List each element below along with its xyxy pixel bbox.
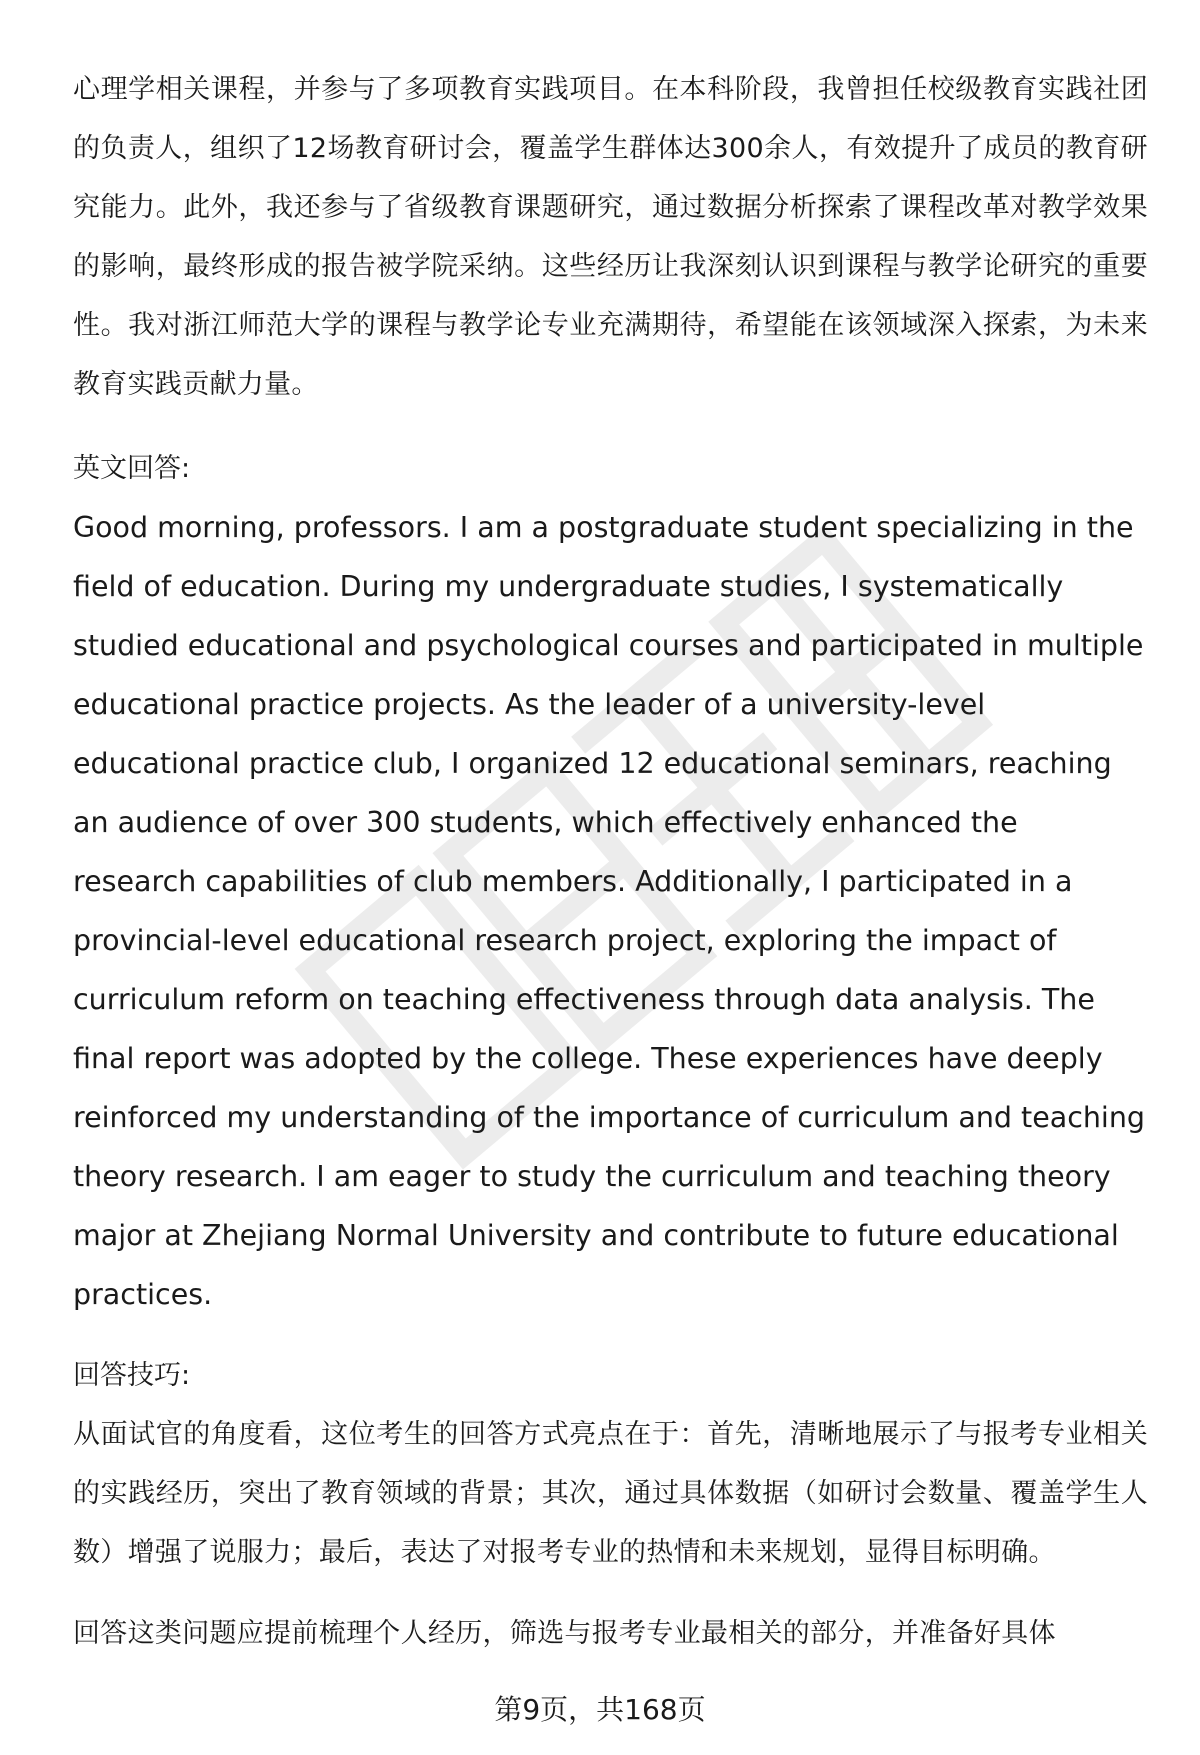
tips-paragraph: 从面试官的角度看，这位考生的回答方式亮点在于：首先，清晰地展示了与报考专业相关的实践经历，突出了教育领域的背景；其次，通过具体数据（如研讨会数量、覆盖学生人数）增强了说服力；最后，表达了对报考专业的热情和未来规划，显得目标明确。 xyxy=(73,1419,1148,1568)
intro-paragraph: 心理学相关课程，并参与了多项教育实践项目。在本科阶段，我曾担任校级教育实践社团的负责人，组织了12场教育研讨会，覆盖学生群体达300余人，有效提升了成员的教育研究能力。此外，我还参与了省级教育课题研究，通过数据分析探索了课程改革对教学效果的影响，最终形成的报告被学院采纳。这些经历让我深刻认识到课程与教学论研究的重要性。我对浙江师范大学的课程与教学论专业充满期待，希望能在该领域深入探索，为未来教育实践贡献力量。 xyxy=(73,74,1148,400)
english-answer-paragraph: Good morning, professors. I am a postgraduate student specializing in the field of education. During my undergraduate studies, I systematically studied educational and psychological courses and participated in multiple educational practice projects. As the leader of a university-level educational practice club, I organized 12 educational seminars, reaching an audience of over 300 students, which effectively enhanced the research capabilities of club members. Additionally, I participated in a provincial-level educational research project, exploring the impact of curriculum reform on teaching effectiveness through data analysis. The final report was adopted by the college. These experiences have deeply reinforced my understanding of the importance of curriculum and teaching theory research. I am eager to study the curriculum and teaching theory major at Zhejiang Normal University and contribute to future educational practices. xyxy=(73,511,1146,1311)
page-indicator: 第9页，共168页 xyxy=(494,1693,706,1726)
english-answer-heading: 英文回答: xyxy=(73,453,191,484)
document-body xyxy=(73,60,1148,1663)
tips-heading: 回答技巧: xyxy=(73,1360,191,1391)
advice-paragraph: 回答这类问题应提前梳理个人经历，筛选与报考专业最相关的部分，并准备好具体 xyxy=(73,1618,1056,1649)
